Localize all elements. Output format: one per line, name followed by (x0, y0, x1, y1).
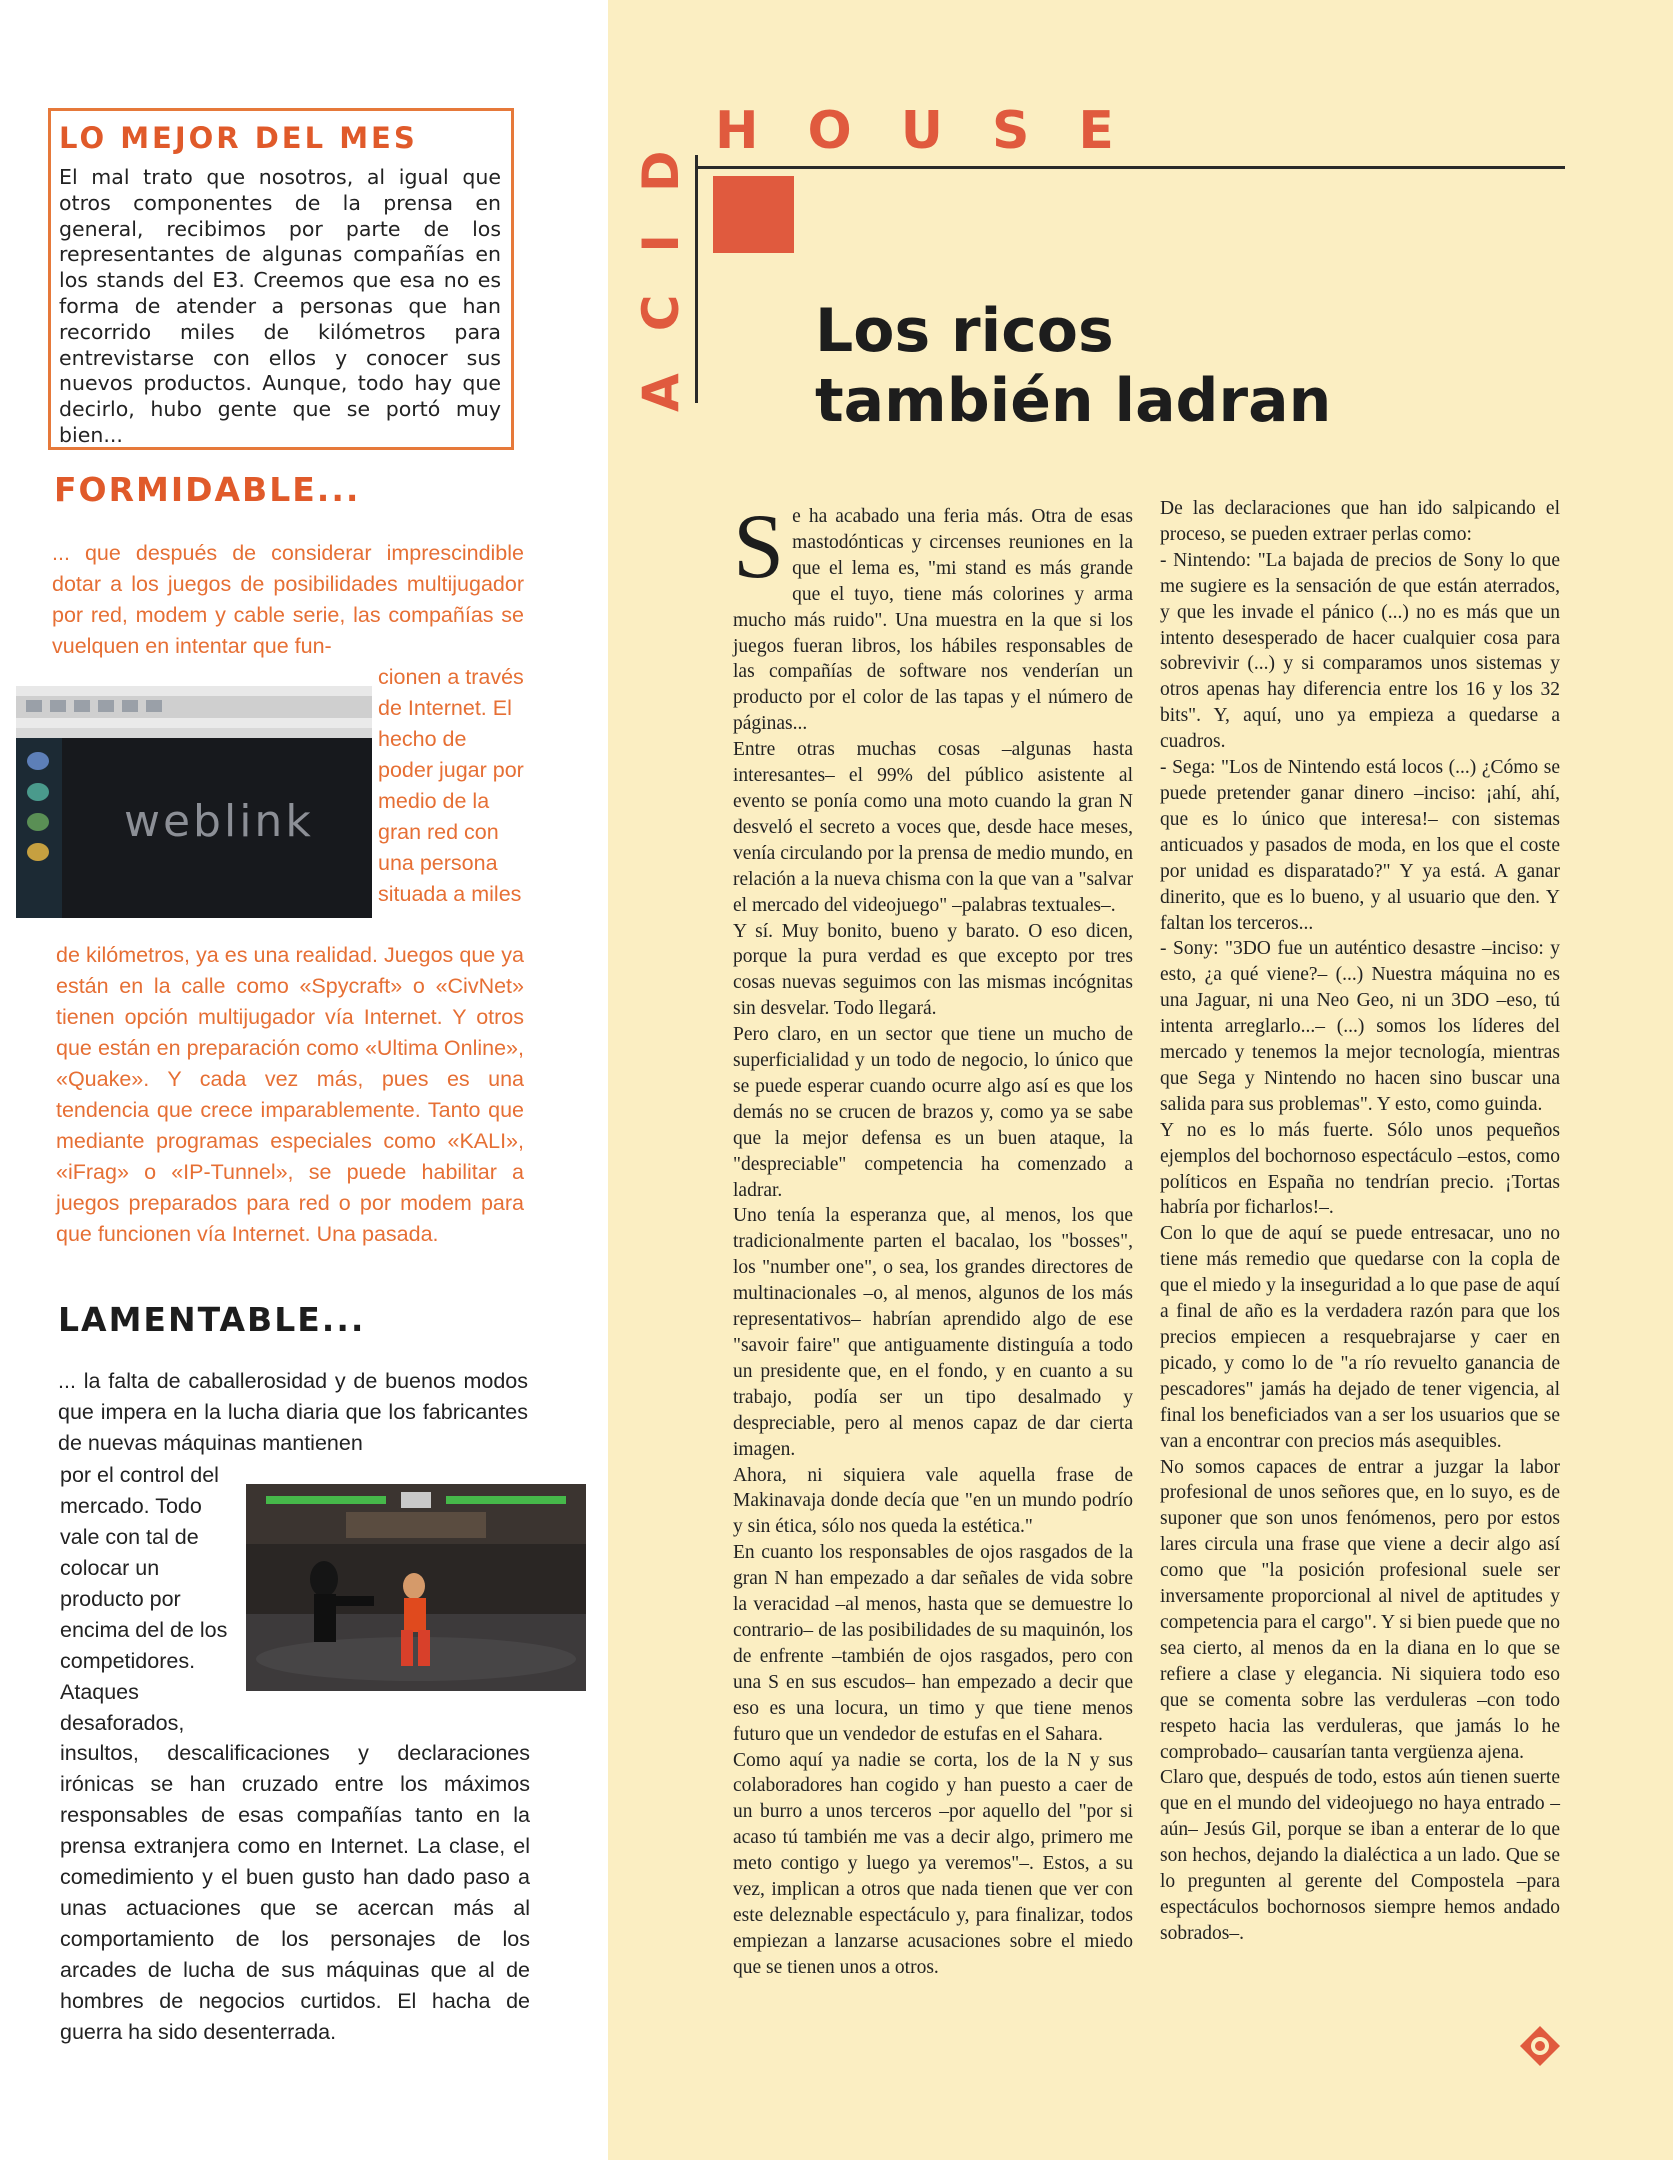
weblink-logo-text: weblink (124, 796, 314, 847)
best-of-month-box (48, 108, 514, 450)
drop-cap: S (733, 495, 785, 597)
best-of-month-title: LO MEJOR DEL MES (59, 121, 418, 155)
fighting-game-image (246, 1484, 586, 1691)
title-line-2: también ladran (815, 366, 1332, 436)
red-accent-square (713, 176, 794, 253)
header-rule-vertical (695, 155, 698, 403)
formidable-text-intro: ... que después de considerar imprescindible dotar a los juegos de posibilidades multijugador por red, modem y cable serie, las compañías se vuelquen en intentar que fun- (52, 541, 524, 658)
title-line-1: Los ricos (815, 296, 1114, 366)
article-column-2 (1160, 496, 1560, 1947)
weblink-screenshot (16, 686, 372, 918)
article-column-1 (733, 495, 1133, 1981)
lamentable-text-intro: ... la falta de caballerosidad y de buenos modos que impera en la lucha diaria que los fabricantes de nuevas máquinas mantienen (58, 1369, 528, 1455)
column-2-text: De las declaraciones que han ido salpicando el proceso, se pueden extraer perlas como: - Nintendo: "La bajada de precios de Sony lo que me sugiere es la sensación de que están aterrados, y que les invade el pánico (...) no es más que un intento desesperado de hacer cualquier cosa para sobrevivir (...) y si comparamos unos sistemas y otros apenas hay diferencia entre los 16 y los 32 bits". Y, aquí, uno ya empieza a quedarse a cuadros. - Sega: "Los de Nintendo está locos (...) ¿Cómo se puede pretender ganar dinero –inciso: ¡ahí, ahí, que es lo único que interesa!– con sistemas anticuados y pasados de moda, en los que el coste por unidad es disparatado?" Y ya está. A ganar dinerito, que es lo bueno, y al usuario que den. Y faltan los terceros... - Sony: "3DO fue un auténtico desastre –inciso: y esto, ¿a qué viene?– (...) Nuestra máquina no es una Jaguar, ni una Neo Geo, ni un 3DO –eso, tú intenta arreglarlo...– (...) somos los líderes del mercado y tenemos la mejor tecnología, mientras que Sega y Nintendo no hacen sino buscar una salida para sus problemas". Y esto, como guinda. Y no es lo más fuerte. Sólo unos pequeños ejemplos del bochornoso espectáculo –estos, como políticos en España no tendrían precio. ¡Tortas habría por ficharlos!–. Con lo que de aquí se puede entresacar, uno no tiene más remedio que quedarse con la copla de que el miedo y la inseguridad a lo que pase de aquí a final de año es la verdadera razón para que los precios empiecen a resquebrajarse y caer en picado, y como lo de "a río revuelto ganancia de pescadores" jamás ha dejado de tener vigencia, al final los beneficiados van a ser los usuarios que se van a encontrar con precios más asequibles. No somos capaces de entrar a juzgar la labor profesional de unos señores que, en lo suyo, es de suponer que son unos fenómenos, pero por estos lares circula una frase que viene a decir algo así como que "la posición profesional suele ser inversamente proporcional al nivel de aptitudes y competencia para el cargo". Y si bien puede que no sea cierto, al menos da en la diana en lo que se refiere a clase y elegancia. Ni siquiera todo eso que se comenta sobre las verduleras –con todo respeto hacia las verduleras, que jamás lo he comprobado– causarían tanta vergüenza ajena. Claro que, después de todo, estos aún tienen suerte que en el mundo del videojuego no haya entrado –aún– Jesús Gil, porque se iban a enterar de lo que son hechos, dejando la dialéctica a un lado. Que se lo pregunten al gerente del Compostela –para espectáculos bochornosos siempre hemos andado sobrados–. (1160, 498, 1560, 1944)
lamentable-text-wrap: por el control del mercado. Todo vale con tal de colocar un producto por encima del de los competidores. Ataques desaforados, (60, 1463, 228, 1735)
article-title (815, 296, 1515, 436)
column-1-text: e ha acabado una feria más. Otra de esas mastodónticas y circenses reuniones en la que el lema es, "mi stand es más grande que el tuyo, tiene más colorines y arma mucho más ruido". Una muestra en la que si los juegos fueran libros, los hábiles responsables de las compañías de software nos venderían un producto por el color de las tapas y el número de páginas... Entre otras muchas cosas –algunas hasta interesantes– el 99% del público asistente al evento se ponía como una moto cuando la gran N desveló el secreto a voces que, desde hace meses, venía circulando por la prensa de medio mundo, en relación a la nueva chisma con la que van a "salvar el mercado del videojuego" –palabras textuales–. Y sí. Muy bonito, bueno y barato. O eso dicen, porque la pura verdad es que excepto por tres cosas nuevas seguimos con las mismas incógnitas sin desvelar. Todo llegará. Pero claro, en un sector que tiene un mucho de superficialidad y un todo de negocio, lo único que se puede esperar cuando ocurre algo así es que los demás no se crucen de brazos y, como ya se sabe que la mejor defensa es un buen ataque, la "despreciable" competencia ha comenzado a ladrar. Uno tenía la esperanza que, al menos, los que tradicionalmente parten el bacalao, los "bosses", los "number one", o sea, los grandes directores de multinacionales –o, al menos, algunos de los más representativos– habrían aprendido algo de ese "savoir faire" que antiguamente distinguía a todo un presidente que, en el fondo, y en cuanto a su trabajo, podía ser un tipo desalmado y despreciable, pero al menos capaz de dar cierta imagen. Ahora, ni siquiera vale aquella frase de Makinavaja donde decía que "en un mundo podrío y sin ética, sólo nos queda la estética." En cuanto los responsables de ojos rasgados de la gran N han empezado a dar señales de vida sobre la veracidad –al menos, hasta que se demuestre lo contrario– de las posibilidades de su maquinón, los de enfrente –también de ojos rasgados, pero con una S en sus escudos– han empezado a decir que eso es una locura, un timo y que tiene menos futuro que un vendedor de estufas en el Sahara. Como aquí ya nadie se corta, los de la N y sus colaboradores han cogido y han puesto a caer de un burro a unos terceros –por aquello del "por si acaso tú también me vas a decir algo, primero me meto contigo y luego ya veremos"–. Estos, a su vez, implican a otros que nada tienen que ver con este deleznable espectáculo y, para finalizar, todos empiezan a lanzarse acusaciones sobre el miedo que se tienen unos a otros. (733, 506, 1133, 1978)
lamentable-heading: LAMENTABLE... (58, 1300, 366, 1339)
lamentable-text-rest: insultos, descalificaciones y declaraciones irónicas se han cruzado entre los máximos responsables de esas compañías tanto en la prensa extranjera como en Internet. La clase, el comedimiento y el buen gusto han dado paso a unas actuaciones que se acercan más al comportamiento de los personajes de los arcades de lucha de sus máquinas que al de hombres de negocios curtidos. El hacha de guerra ha sido desenterrada. (60, 1741, 530, 2044)
header-rule-horizontal (695, 166, 1565, 169)
formidable-text-rest: de kilómetros, ya es una realidad. Juegos que ya están en la calle como «Spycraft» o «CivNet» tienen opción multijugador vía Internet. Y otros que están en preparación como «Ultima Online», «Quake». Y cada vez más, pues es una tendencia que crece imparablemente. Tanto que mediante programas especiales como «KALI», «iFrag» o «IP-Tunnel», se puede habilitar a juegos preparados para red o por modem para que funcionen vía Internet. Una pasada. (56, 943, 524, 1246)
acid-text: ACID (632, 108, 690, 412)
formidable-heading: FORMIDABLE... (54, 470, 361, 509)
formidable-text-wrap: cionen a través de Internet. El hecho de poder jugar por medio de la gran red con una persona situada a miles (378, 665, 524, 906)
acid-vertical-label (632, 108, 690, 412)
fighting-game-screenshot (246, 1484, 586, 1691)
best-of-month-text: El mal trato que nosotros, al igual que otros componentes de la prensa en general, recibimos por parte de los representantes de algunas compañías en los stands del E3. Creemos que esa no es forma de atender a personas que han recorrido miles de kilómetros para entrevistarse con ellos y conocer sus nuevos productos. Aunque, todo hay que decirlo, hubo gente que se portó muy bien... (59, 165, 501, 447)
weblink-browser-image (16, 686, 372, 918)
magazine-end-logo (1518, 2024, 1562, 2068)
house-heading: HOUSE (715, 101, 1163, 161)
